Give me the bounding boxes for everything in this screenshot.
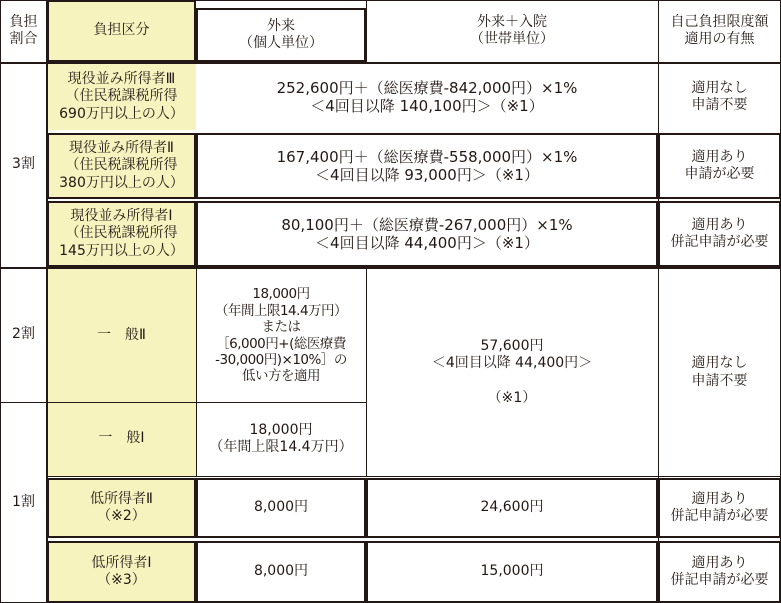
category-ippan-1: 一 般Ⅰ bbox=[47, 402, 196, 476]
ippan-bottom-line bbox=[47, 476, 781, 477]
category-genyaku-2: 現役並み所得者Ⅱ （住民税課税所得 380万円以上の人） bbox=[47, 133, 196, 199]
outpatient-teishotoku-1: 8,000円 bbox=[196, 541, 366, 603]
combined-teishotoku-2: 24,600円 bbox=[366, 478, 658, 538]
header-bottom-line bbox=[0, 62, 781, 64]
header-limit-applicable: 自己負担限度額 適用の有無 bbox=[670, 13, 769, 47]
limit-teishotoku-1: 適用あり 併記申請が必要 bbox=[658, 541, 781, 603]
category-ippan-2: 一 般Ⅱ bbox=[47, 269, 196, 402]
limit-genyaku-3: 適用なし 申請不要 bbox=[691, 79, 748, 113]
outpatient-ippan-2: 18,000円 （年間上限14.4万円） または ［6,000円+(総医療費 -30,000円)×10%］の 低い方を適用 bbox=[214, 286, 348, 385]
table-border-top bbox=[0, 0, 781, 1]
group-divider-2-1 bbox=[0, 402, 366, 403]
amount-genyaku-1: 80,100円＋（総医療費-267,000円）×1% ＜4回目以降 44,400円＞（※1） bbox=[196, 201, 658, 267]
ippan-outpatient-divider bbox=[366, 269, 367, 476]
ippan-category-divider bbox=[196, 269, 197, 476]
category-genyaku-1: 現役並み所得者Ⅰ （住民税課税所得 145万円以上の人） bbox=[47, 201, 196, 267]
group-divider-3-2 bbox=[0, 267, 781, 269]
header-combined: 外来＋入院 （世帯単位） bbox=[470, 13, 554, 47]
amount-genyaku-3: 252,600円＋（総医療費-842,000円）×1% ＜4回目以降 140,100円＞（※1） bbox=[276, 78, 578, 115]
limit-genyaku-2: 適用あり 申請が必要 bbox=[658, 133, 781, 199]
category-teishotoku-1: 低所得者Ⅰ （※3） bbox=[47, 541, 196, 603]
combined-teishotoku-1: 15,000円 bbox=[366, 541, 658, 603]
header-divider-combined bbox=[366, 0, 367, 62]
limit-genyaku-1: 適用あり 併記申請が必要 bbox=[658, 201, 781, 267]
outpatient-ippan-1: 18,000円 （年間上限14.4万円） bbox=[209, 421, 353, 455]
combined-ippan: 57,600円 ＜4回目以降 44,400円＞ （※1） bbox=[431, 338, 593, 406]
ratio-column-divider bbox=[46, 0, 48, 603]
limit-ippan: 適用なし 申請不要 bbox=[691, 355, 748, 389]
outpatient-teishotoku-2: 8,000円 bbox=[196, 478, 366, 538]
category-teishotoku-2: 低所得者Ⅱ （※2） bbox=[47, 478, 196, 538]
ratio-2-割: 2割 bbox=[12, 325, 35, 342]
header-ratio: 負担 割合 bbox=[9, 13, 38, 47]
amount-genyaku-2: 167,400円＋（総医療費-558,000円）×1% ＜4回目以降 93,000円＞（※1） bbox=[196, 133, 658, 199]
ratio-1-割: 1割 bbox=[12, 493, 35, 510]
limit-column-divider bbox=[658, 0, 659, 603]
header-category: 負担区分 bbox=[47, 0, 196, 62]
header-outpatient: 外来 （個人単位） bbox=[196, 8, 366, 62]
ratio-3-割: 3割 bbox=[12, 155, 35, 172]
table-border-left bbox=[0, 0, 1, 603]
category-genyaku-3: 現役並み所得者Ⅲ （住民税課税所得 690万円以上の人） bbox=[47, 64, 196, 130]
limit-teishotoku-2: 適用あり 併記申請が必要 bbox=[658, 478, 781, 538]
